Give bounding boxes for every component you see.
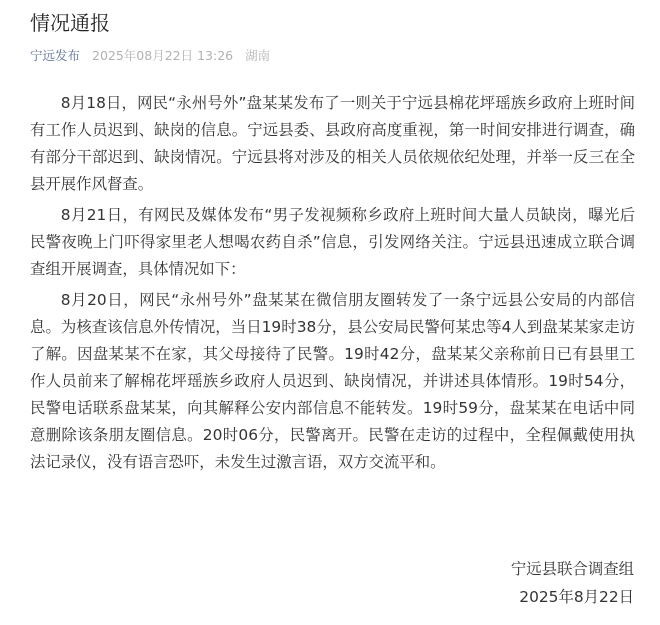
paragraph-2: 8月21日，有网民及媒体发布“男子发视频称乡政府上班时间大量人员缺岗，曝光后民警夜晚上门吓得家里老人想喝农药自杀”信息，引发网络关注。宁远县迅速成立联合调查组开展调查，具体情况如下：	[30, 206, 635, 278]
signature-block	[511, 555, 634, 611]
paragraph-1: 8月18日，网民“永州号外”盘某某发布了一则关于宁远县棉花坪瑶族乡政府上班时间有工作人员迟到、缺岗的信息。宁远县委、县政府高度重视，第一时间安排进行调查，确有部分干部迟到、缺岗情况。宁远县将对涉及的相关人员依规依纪处理，并举一反三在全县开展作风督查。	[30, 94, 635, 193]
signature-date: 2025年8月22日	[519, 588, 634, 606]
article-body	[30, 90, 635, 480]
article-title: 情况通报	[30, 11, 110, 35]
signature-org: 宁远县联合调查组	[510, 560, 634, 578]
article-meta	[30, 47, 270, 65]
source-link[interactable]: 宁远发布	[30, 48, 81, 63]
publish-location: 湖南	[245, 48, 271, 63]
paragraph-3: 8月20日，网民“永州号外”盘某某在微信朋友圈转发了一条宁远县公安局的内部信息。为核查该信息外传情况，当日19时38分，县公安局民警何某忠等4人到盘某某家走访了解。因盘某某不在家，其父母接待了民警。19时42分，盘某某父亲称前日已有县里工作人员前来了解棉花坪瑶族乡政府人员迟到、缺岗情况，并讲述具体情形。19时54分，民警电话联系盘某某，向其解释公安内部信息不能转发。19时59分，盘某某在电话中同意删除该条朋友圈信息。20时06分，民警离开。民警在走访的过程中，全程佩戴使用执法记录仪，没有语言恐吓，未发生过激言语，双方交流平和。	[30, 291, 635, 471]
publish-date: 2025年08月22日 13:26	[92, 48, 234, 63]
